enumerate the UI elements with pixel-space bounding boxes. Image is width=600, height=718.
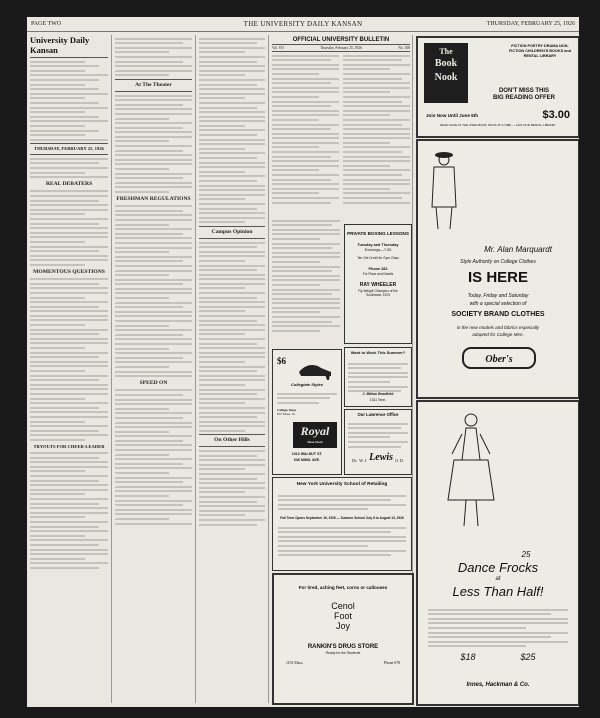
editorial-heading: REAL DEBATERS xyxy=(45,180,93,187)
shoe-store-ad xyxy=(272,349,342,475)
frock-price-1: $18 xyxy=(460,652,476,662)
clothing-brand: SOCIETY BRAND CLOTHES xyxy=(451,311,545,318)
column-rule xyxy=(111,35,112,703)
official-bulletin xyxy=(272,36,410,212)
clothing-ad xyxy=(416,139,579,399)
book-nook-nook: Nook xyxy=(434,72,458,83)
summer-work-ad xyxy=(344,347,412,407)
royal-logo-subtitle: Shoe Store xyxy=(307,440,323,444)
book-nook-address: READ SAVE AT THE USED-BOOK NOOK AT A TIME — 1103 OUR RENTAL LIBRARY xyxy=(440,123,556,127)
boxing-days: Tuesday and Thursday xyxy=(357,243,399,247)
book-nook-book: Book xyxy=(434,58,458,69)
clothing-days: Today, Friday and Saturday xyxy=(467,293,529,299)
book-offer-line-2: BIG READING OFFER xyxy=(492,95,555,101)
frocks-at: at xyxy=(495,576,501,582)
retailing-terms: Fall Term Opens September 16, 1926 — Summer School July 6 to August 13, 1926 xyxy=(280,516,404,520)
clothing-desc-2: adapted for College Men. xyxy=(472,332,524,337)
is-here-heading: IS HERE xyxy=(467,269,528,286)
book-nook-logo xyxy=(424,43,468,103)
summer-work-contact: J. Milton Brasfield xyxy=(362,392,394,396)
boxing-phone-note: For Place and Details xyxy=(362,272,394,276)
boxing-lessons-ad xyxy=(344,224,412,344)
royal-logo-text: Royal xyxy=(300,424,330,438)
shoe-icon xyxy=(297,358,333,380)
drug-store-ad xyxy=(272,573,414,705)
page-header xyxy=(27,17,579,32)
newspaper-page xyxy=(27,17,579,707)
doctor-title: Dr. xyxy=(352,458,358,463)
boxing-desc-1: Fly-Weight Champion of the xyxy=(358,289,398,293)
brand-joy: Joy xyxy=(335,621,350,631)
stylist-role: Style Authority on College Clothes xyxy=(460,259,536,265)
college-shop-address: 837 Mass. St. xyxy=(277,412,296,417)
boxing-phone: Phone 282 xyxy=(368,267,388,271)
opinion-heading: Campus Opinion xyxy=(211,228,253,235)
column-rule xyxy=(195,35,196,703)
book-offer-terms: Join Now Until June 5th xyxy=(426,112,479,118)
news-heading: SPEED ON xyxy=(139,379,168,386)
summer-work-title: Want to Work This Summer? xyxy=(350,350,406,355)
bulletin-continued xyxy=(272,217,340,347)
shoe-styles: Collegiate Styles xyxy=(290,382,323,387)
bulletin-volume: Vol. VII xyxy=(272,46,284,50)
book-offer-price: $3.00 xyxy=(542,109,570,121)
obers-logo xyxy=(462,347,536,369)
bulletin-title: OFFICIAL UNIVERSITY BULLETIN xyxy=(292,37,390,43)
frocks-store: Innes, Hackman & Co. xyxy=(466,682,530,688)
brand-cenol: Cenol xyxy=(331,601,355,611)
retailing-title: New York University School of Retailing xyxy=(296,482,388,487)
obers-logo-text: Ober's xyxy=(485,354,513,365)
drug-store-name: RANKIN'S DRUG STORE xyxy=(307,644,379,650)
editorial-column xyxy=(30,35,108,703)
boxing-title: PRIVATE BOXING LESSONS xyxy=(347,231,409,236)
shoe-address-2: 636 MINN. AVE. xyxy=(293,458,321,462)
book-nook-the: The xyxy=(439,47,453,56)
doctor-initials: W. J. xyxy=(359,458,368,463)
retailing-school-ad xyxy=(272,477,412,571)
paper-name: THE UNIVERSITY DAILY KANSAN xyxy=(243,20,363,28)
editorial-date: THURSDAY, FEBRUARY 25, 1926 xyxy=(34,146,104,152)
editorial-heading: MOMENTOUS QUESTIONS xyxy=(33,268,105,275)
theater-heading: At The Theater xyxy=(135,81,172,88)
royal-logo xyxy=(293,422,337,448)
issue-date: THURSDAY, FEBRUARY 25, 1926 xyxy=(486,21,575,27)
editorial-heading: TRYOUTS FOR CHEER-LEADER xyxy=(33,443,105,449)
book-nook-categories: FICTION POETRY DRAMA NON-FICTION CHILDREN'S BOOKS and RENTAL LIBRARY xyxy=(508,44,572,58)
college-shop-name: College Shop xyxy=(277,408,296,412)
drug-store-subtitle: Ready for the Students xyxy=(325,651,361,655)
doctor-degree: O. D. xyxy=(395,458,404,463)
dance-frocks-ad xyxy=(416,400,579,706)
boxing-time: Evenings—7:30 xyxy=(364,248,392,252)
office-title: Our Lawrence Office xyxy=(357,412,399,417)
masthead-title: University Daily Kansan xyxy=(30,35,90,55)
gentleman-illustration xyxy=(424,147,464,231)
frock-count: 25 xyxy=(521,550,531,559)
page-number: PAGE TWO xyxy=(31,21,62,27)
shoe-address-1: 1012 WALNUT ST. xyxy=(291,452,323,456)
drug-store-address: 1101 Mass. xyxy=(286,661,304,665)
news-heading: FRESHMAN REGULATIONS xyxy=(116,195,191,202)
clothing-selection: with a special selection of xyxy=(469,301,527,307)
bulletin-date: Thursday, February 25, 1926 xyxy=(320,46,362,50)
clothing-desc-1: in the new models and fabrics especially xyxy=(456,325,540,330)
frocks-title: Dance Frocks xyxy=(457,560,539,575)
foot-care-headline: For tired, aching feet, corns or callouses xyxy=(298,585,388,590)
bulletin-number: No. 108 xyxy=(398,46,410,50)
book-offer-line-1: DON'T MISS THIS xyxy=(498,88,550,94)
optometrist-ad xyxy=(344,409,412,475)
staff-listing xyxy=(30,61,108,141)
opinion-column xyxy=(199,35,265,703)
other-hills-heading: On Other Hills xyxy=(214,437,250,444)
boxing-desc-2: Southwest, 1923 xyxy=(366,293,390,297)
dancer-illustration xyxy=(444,410,498,530)
brand-foot: Foot xyxy=(333,611,352,621)
news-column xyxy=(115,35,192,703)
book-nook-ad xyxy=(416,36,579,138)
summer-work-address: 1311 Tenn. xyxy=(369,398,387,402)
frocks-deal: Less Than Half! xyxy=(452,584,544,599)
column-rule xyxy=(268,35,269,703)
doctor-name: Lewis xyxy=(369,452,394,463)
frock-price-2: $25 xyxy=(520,652,536,662)
boxing-credit: Ten Get Credit for Gym Class xyxy=(357,256,399,260)
boxing-instructor: RAY WHEELER xyxy=(359,282,397,288)
stylist-name: Mr. Alan Marquardt xyxy=(484,245,552,254)
shoe-price: $6 xyxy=(277,356,286,366)
drug-store-phone: Phone 678 xyxy=(383,661,400,665)
